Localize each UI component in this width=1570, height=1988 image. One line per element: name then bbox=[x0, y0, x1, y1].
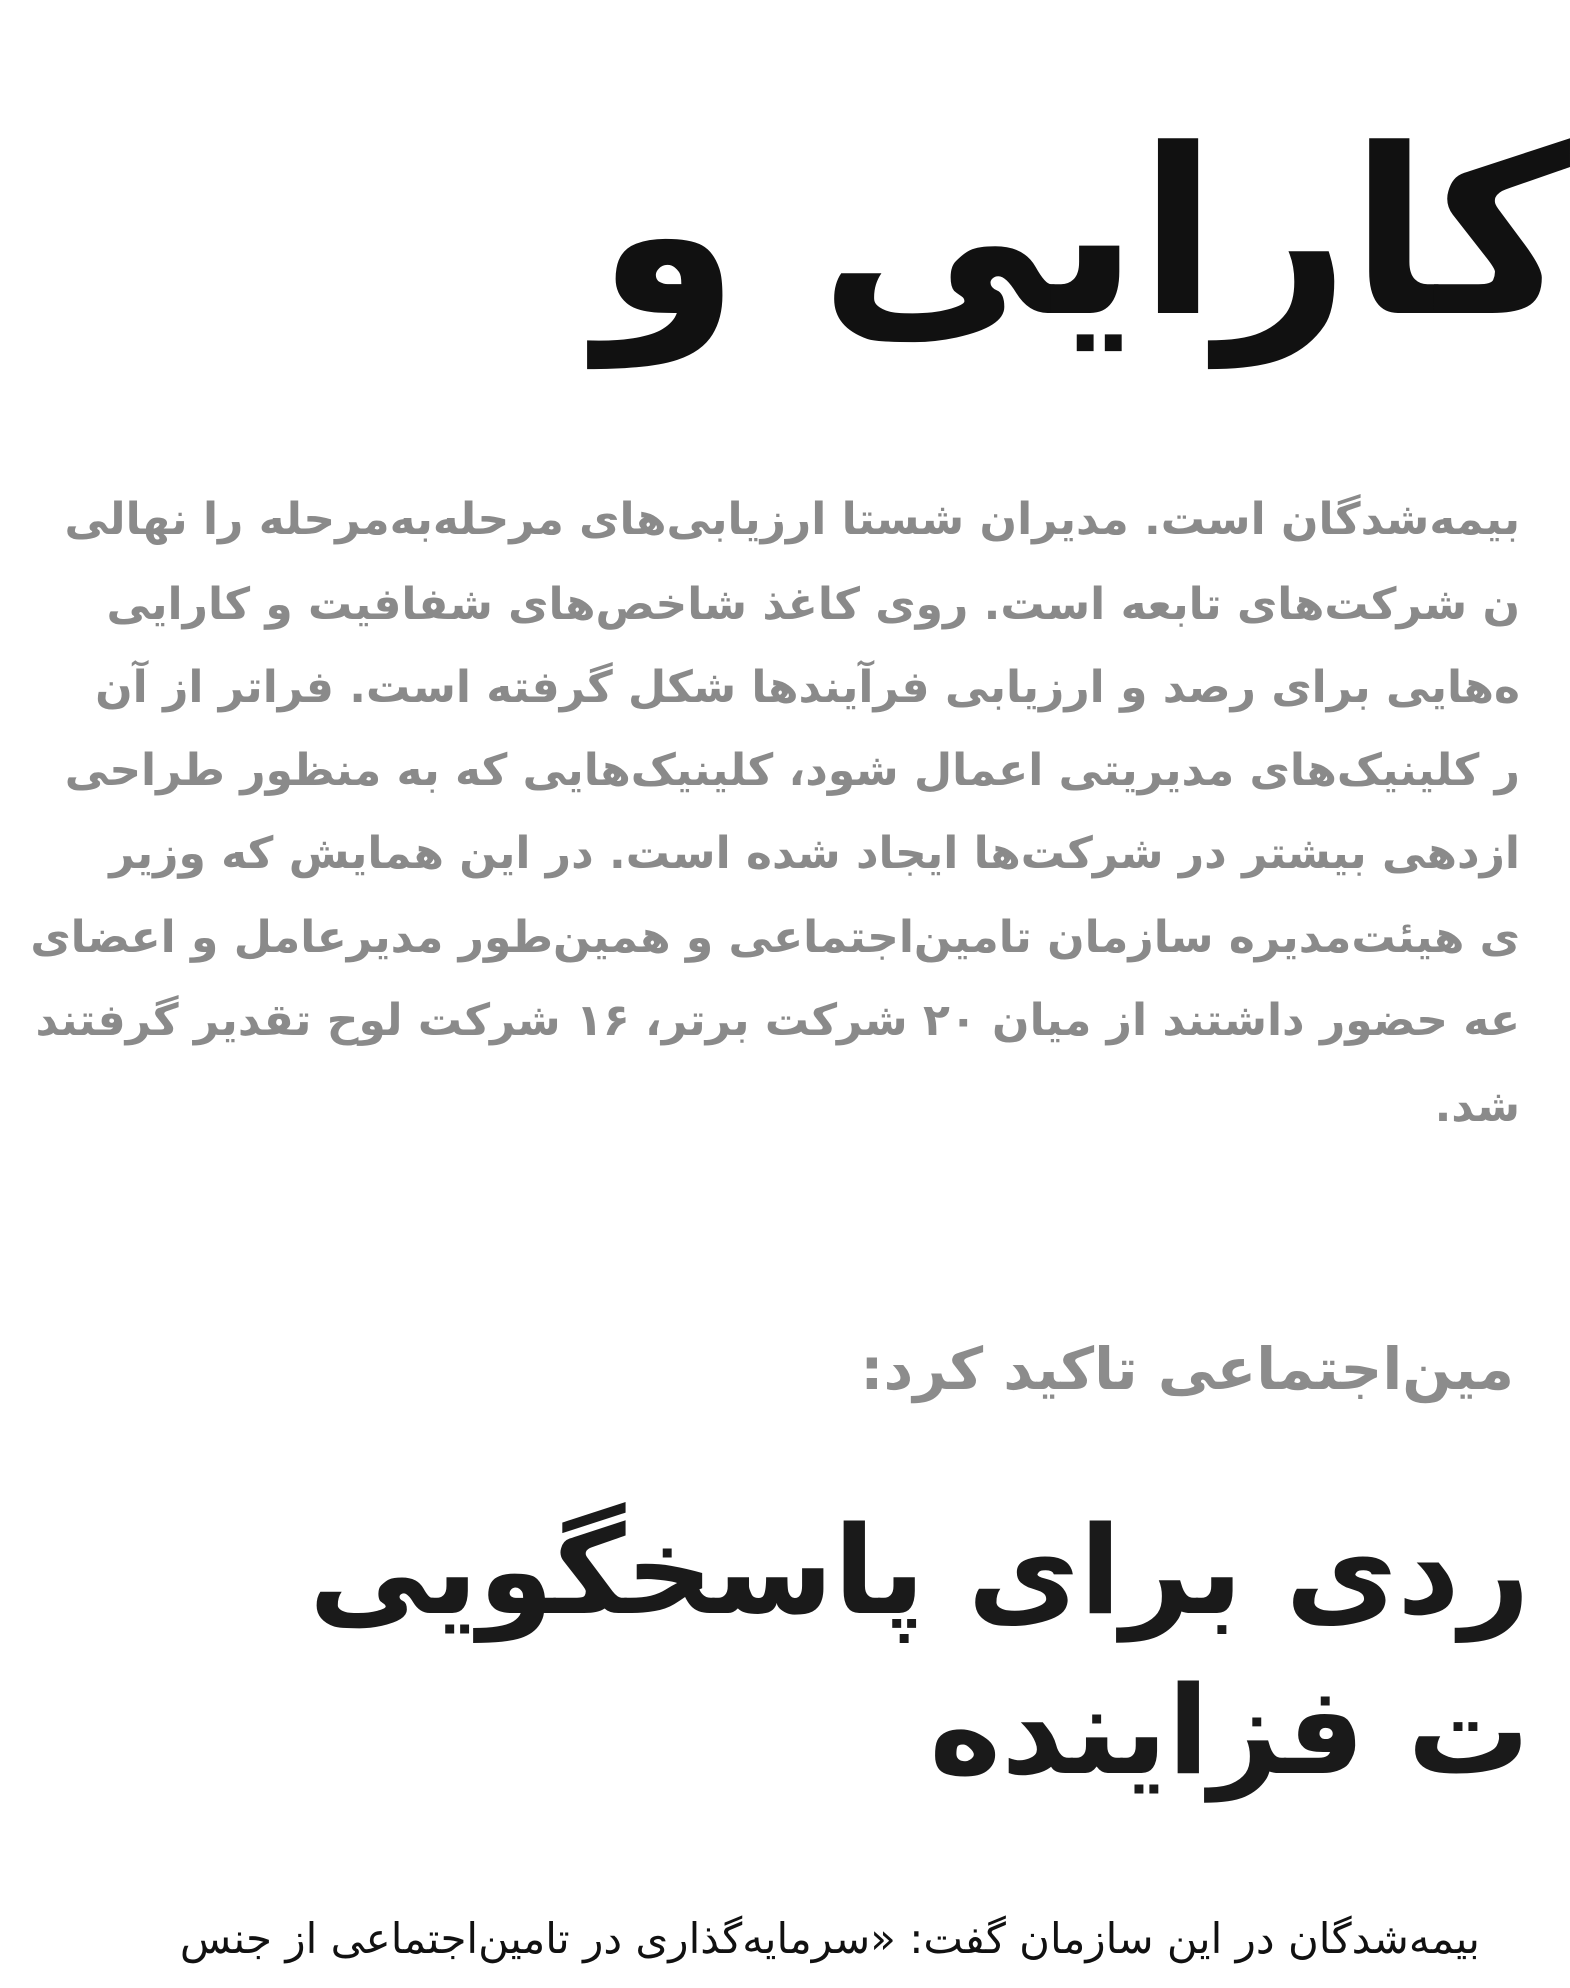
article-line: ه‌هایی برای رصد و ارزیابی فرآیندها شکل گرفته است. فراتر از آن bbox=[95, 662, 1520, 713]
kicker: مین‌اجتماعی تاکید کرد: bbox=[860, 1335, 1514, 1403]
article-line: ازدهی بیشتر در شرکت‌ها ایجاد شده است. در این همایش که وزیر bbox=[109, 828, 1520, 879]
body-text-line: بیمه‌شدگان در این سازمان گفت: «سرمایه‌گذاری در تامین‌اجتماعی از جنس bbox=[179, 1914, 1480, 1963]
article-line: ی هیئت‌مدیره سازمان تامین‌اجتماعی و همین‌طور مدیرعامل و اعضای bbox=[30, 912, 1520, 963]
headline-second-line: ردی برای پاسخگویی bbox=[308, 1500, 1530, 1642]
article-line: بیمه‌شدگان است. مدیران شستا ارزیابی‌های مرحله‌به‌مرحله را نهالی bbox=[64, 494, 1520, 545]
article-line: ن شرکت‌های تابعه است. روی کاغذ شاخص‌های شفافیت و کارایی bbox=[106, 579, 1520, 630]
article-line: ر کلینیک‌های مدیریتی اعمال شود، کلینیک‌هایی که به منظور طراحی bbox=[64, 745, 1520, 796]
headline-second-line: ت فزاینده bbox=[929, 1660, 1530, 1802]
headline-top: کارایی و bbox=[596, 101, 1570, 368]
article-line: عه حضور داشتند از میان ۲۰ شرکت برتر، ۱۶ شرکت لوح تقدیر گرفتند bbox=[35, 995, 1520, 1046]
article-line: شد. bbox=[1434, 1081, 1520, 1132]
